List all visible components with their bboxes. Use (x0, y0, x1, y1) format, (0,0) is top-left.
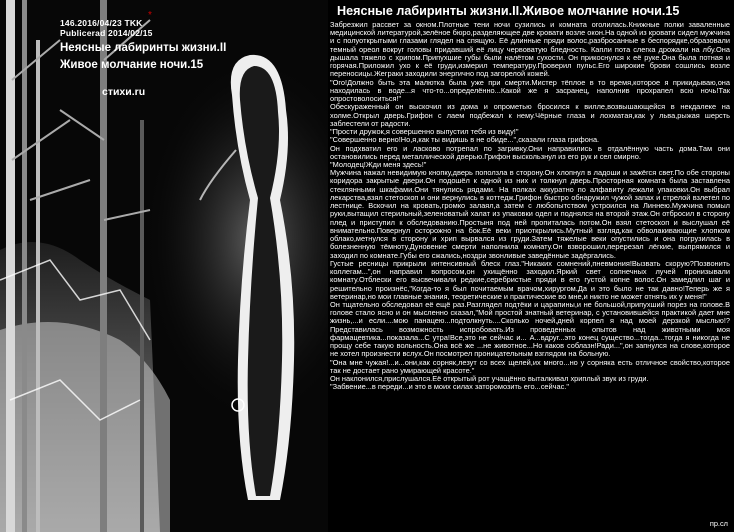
article-title: Неясные лабиринты жизни.II.Живое молчание ночи.15 (337, 4, 680, 18)
article-body: Забрезжил рассвет за окном.Плотные тени ночи сузились и комната оголилась.Книжные полки заваленные медицинской литературой,зелёное бюро,разделяющее две кровати возле окон.На одной из кровати сидел мужчина и с полуоткрытыми глазами глядел на спящую. Её длинные пряди волос,разбросанные в беспорядке,образовали темный ореол вокруг головы придавший её лицу червоватую бледность. Капли пота слегка дрожали на лбу.Она дышала тяжело с хрипом.Припухшие губы были налётом сухости. Он прикоснулся к её руке.Она была потная и горячая.Приложил ухо к её груди,измерил температуру.Проверил пульс.Его широкие брови сошлись возле переносицы.Жеграки заходили энергично под загорелой кожей. "Ого!Должно быть эта малютка была уже при смерти.Мистер тёплое в то время,которое я прикидываю,она находилась в воде...я что-то...определённо...Какой же я засранец, наполнив прохрапел всю ночь!Так опростоволоситься!" Обескураженный он выскочил из дома и опрометью бросился к вилле,возвышающейся в некдалеке на холме.Открыл дверь.Грифон с лаем подбежал к нему.Чёрные глаза и лохматая,как у льва,рыжая шерсть заблестели от радости. "Прости дружок,я совершенно выпустил тебя из виду!" "Совершенно верно!Но,я,как ты видишь в не обиде...",сказали глаза грифона. Он подхватил его и ласково потрепал по загривку.Они направились в отдалённую часть дома.Там они остановились перед металлической дверью.Грифон выскользнул из его рук и сел смирно. "Молодец!Жди меня здесь!" Мужчина нажал невидимую кнопку,дверь поползла в сторону.Он хлопнул в ладоши и зажёгся свет.По обе стороны коридора закрытые двери.Он подошёл к одной из них и толкнул дверь.Просторная комната была заставлена стеклянными шкафами.Они тянулись рядами. На полках аккуратно по алфавиту лежали упаковки.Он выбрал лекарства,взял стетоскоп и они вернулись в коттедж.Грифон быстро обнаружил чужой запах и стрелой взлетел по лестнице. Вскочил на кровать,громко залаял,а затем с любопытством устроился на Линнею.Мужчина помыл руки,вытащил стерильный,зеленоватый халат из упаковки одел и поднялся на второй этаж.Он отбросил в сторону плед и приступил к обследованию.Простыня под ней пропиталась потом.Он взял стетоскоп и выслушал её внимательно.Повернул осторожно на бок.Её веки приоткрылись.Мутный взгляд,как обволакивающие хлопком облако,метнулся в сторону и хрип вырвался из груди.Затем тяжелые веки опустились и она погрузилась в болезненную тёмноту.Дуновение смерти наполнила комнату.Он взворошил,перерезал лёгкие, выпрямился и заходил по комнате.Губы его сжались,ноздри звонливые заведённые задёргались. Густые ресницы прикрыли интенсивный блеск глаз."Никаких сомнений,пневмония!Вызвать скорую?Позвонить коллегам...",он направил вопросом,он ухищённо заходил.Яркий свет солнечных лучей пронизывали комнату.Отблески его высвечивали редкие,серебристые пряди в его густой копне волос.Он замедлил шаг и решительно произнёс,"Когда-то я был почитаемым врачом,хирургом.Да и это было не так давно!Теперь же я ветеринар,но мои главные знания, теоретические и практические во мне,и никто не может отнять их у меня!" Он тщательно обследовал её ещё раз.Разглядел подтёки и царапины,и не большой,припухший порез на голове.В голове стало ясно и он мысленно сказал,"Мой простой знатный ветеринар, с установившейся практикой дает мне жизнь,...и если....мою панацею...подтолкнуть....Сколько ночей,дней корпел я над моей дерзкой мыслью!?Представилась возможность испробовать.Из проведенных опытов над животными моя фармацевтика...показала...С утра!Все,это не сейчас и... А...вдруг...это конец существо...тогда...тогда я никогда не прощу себе такую вольность.Она всё же ...не животное...Но каков соблазн!Ради...",он запнулся на слове,которое не хотел произнести вслух.Он посмотрел проницательным взглядом на больную. "Она мне чужая!...и...они,как сорняк,лезут со всех щелей,их много...но у сорняка есть отличное свойство,которое так не достает рано умирающей красоте." Он наклонился,прислушался.Её открытый рот учащённо выталкивал хриплый звук из груди. "Забвение...в переди...и это в моих силах заторомозить его...сейчас." (330, 20, 730, 392)
image-caption (60, 18, 310, 98)
caption-date-2: Publicerad 2014/02/15 (60, 28, 153, 38)
article (330, 4, 730, 392)
caption-title-1: Неясные лабиринты жизни.II (60, 42, 227, 54)
article-signature: пр.сл (709, 519, 728, 528)
caption-date-1: 146.2016/04/23 TKK (60, 18, 143, 28)
caption-title-2: Живое молчание ночи.15 (60, 59, 204, 71)
site-label: стихи.ru (102, 86, 146, 98)
red-star-icon: * (148, 10, 152, 21)
